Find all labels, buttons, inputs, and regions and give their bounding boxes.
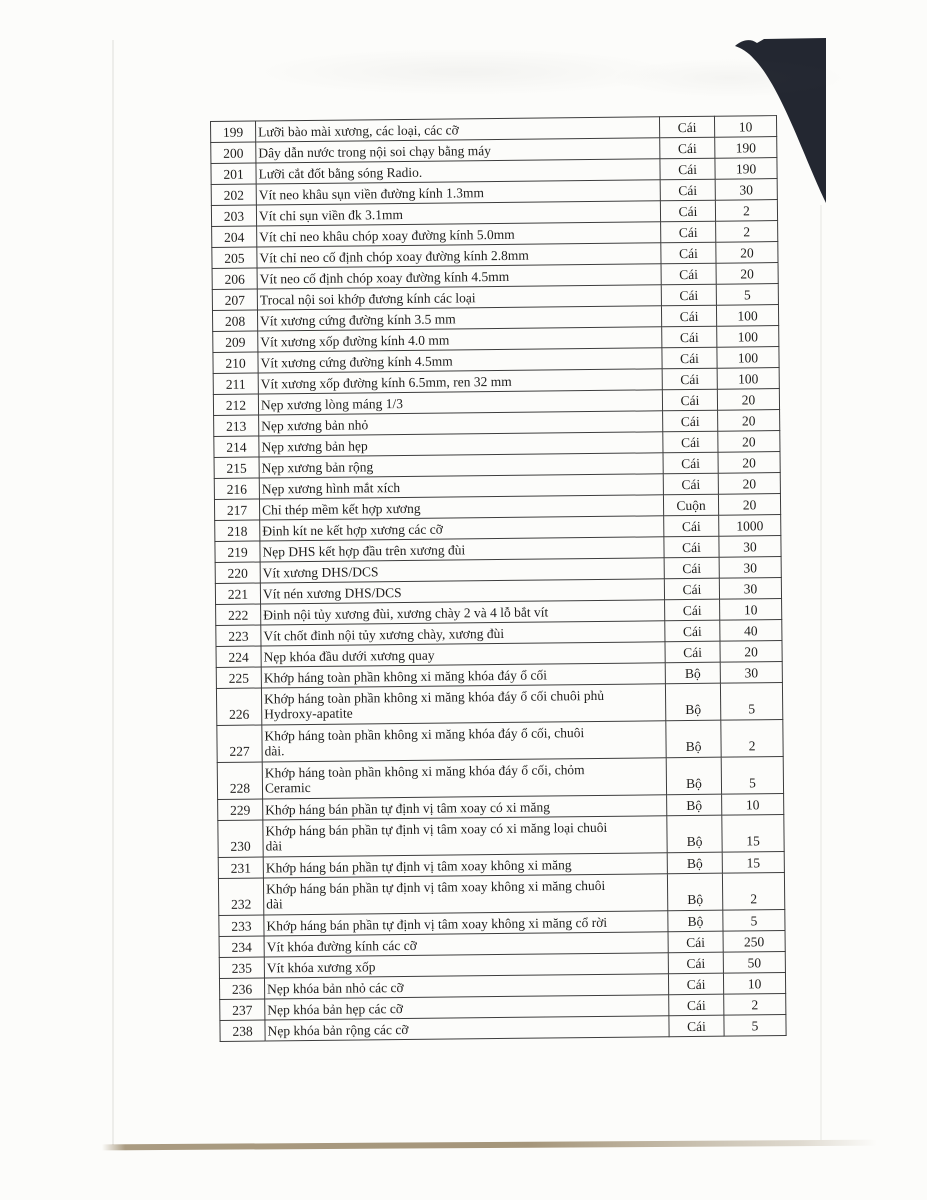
equipment-quantity-table (210, 115, 787, 1042)
row-unit: Bộ (666, 720, 721, 758)
row-unit: Cái (664, 578, 719, 600)
row-item-description: Vít chỉ sụn viền đk 3.1mm (256, 201, 660, 226)
row-unit: Cái (663, 452, 718, 474)
row-stt-number: 224 (216, 646, 261, 667)
row-unit: Cái (669, 994, 724, 1016)
table-row (217, 757, 783, 800)
row-stt-number: 209 (213, 331, 258, 352)
scan-smudge (610, 58, 850, 98)
row-stt-number: 231 (218, 857, 263, 878)
row-unit: Bộ (665, 662, 720, 684)
row-unit: Cái (668, 952, 723, 974)
row-quantity: 5 (723, 910, 785, 932)
row-item-description: Vít chỉ neo cố định chóp xoay đường kính 2.8mm (257, 243, 661, 268)
row-stt-number: 219 (215, 541, 260, 562)
row-item-description: Lưỡi cắt đốt bằng sóng Radio. (256, 159, 660, 184)
row-stt-number: 200 (211, 142, 256, 163)
row-item-description: Khớp háng bán phần tự định vị tâm xoay có xi măng loại chuôi dài (263, 816, 667, 857)
row-stt-number: 235 (219, 957, 264, 978)
row-item-description: Vít xương xốp đường kính 6.5mm, ren 32 mm (258, 369, 662, 394)
row-stt-number: 238 (220, 1020, 265, 1041)
row-quantity: 30 (715, 179, 777, 201)
row-item-description: Trocal nội soi khớp đương kính các loại (257, 285, 661, 310)
row-quantity: 50 (723, 952, 785, 974)
equipment-table-wrap (210, 115, 787, 1042)
row-stt-number: 214 (214, 436, 259, 457)
row-quantity: 40 (720, 620, 782, 642)
row-unit: Cái (661, 221, 716, 243)
row-stt-number: 221 (215, 583, 260, 604)
row-item-description: Nẹp xương bản hẹp (259, 432, 663, 457)
row-unit: Cuộn (663, 494, 718, 516)
row-unit: Cái (660, 158, 715, 180)
row-item-description: Vít khóa đường kính các cỡ (264, 932, 668, 957)
row-quantity: 20 (718, 452, 780, 474)
row-unit: Cái (661, 284, 716, 306)
row-item-description: Nẹp khóa bản hẹp các cỡ (265, 995, 669, 1020)
row-unit: Bộ (665, 683, 720, 721)
row-item-description: Đinh kít ne kết hợp xương các cỡ (260, 516, 664, 541)
paper-bottom-edge (102, 1140, 877, 1151)
row-unit: Cái (661, 305, 716, 327)
row-unit: Bộ (667, 873, 722, 911)
row-stt-number: 201 (211, 163, 256, 184)
row-item-description: Khớp háng bán phần tự định vị tâm xoay có xi măng (263, 795, 667, 820)
row-stt-number: 211 (213, 373, 258, 394)
row-unit: Bộ (666, 757, 721, 795)
row-item-description: Dây dẫn nước trong nội soi chạy bằng máy (256, 138, 660, 163)
row-item-description: Nẹp khóa bản nhỏ các cỡ (264, 974, 668, 999)
row-unit: Cái (664, 536, 719, 558)
row-quantity: 30 (719, 557, 781, 579)
row-item-description: Nẹp DHS kết hợp đầu trên xương đùi (260, 537, 664, 562)
row-item-description: Vít neo cố định chóp xoay đường kính 4.5mm (257, 264, 661, 289)
row-unit: Cái (664, 515, 719, 537)
table-row (218, 815, 784, 858)
row-item-description: Khớp háng bán phần tự định vị tâm xoay không xi măng (263, 853, 667, 878)
row-quantity: 30 (720, 662, 782, 684)
row-quantity: 5 (716, 284, 778, 306)
row-stt-number: 233 (219, 915, 264, 936)
row-unit: Cái (668, 973, 723, 995)
row-quantity: 5 (724, 1015, 786, 1037)
row-stt-number: 218 (215, 520, 260, 541)
row-unit: Bộ (667, 852, 722, 874)
row-unit: Cái (665, 620, 720, 642)
row-item-description: Vít xương DHS/DCS (260, 558, 664, 583)
row-quantity: 100 (717, 368, 779, 390)
row-quantity: 100 (717, 347, 779, 369)
row-unit: Cái (660, 200, 715, 222)
row-item-description: Khớp háng toàn phần không xi măng khóa đáy ổ cối chuôi phủ Hydroxy-apatite (261, 684, 665, 725)
row-stt-number: 227 (217, 725, 262, 762)
row-stt-number: 217 (214, 499, 259, 520)
row-quantity: 10 (714, 116, 776, 138)
row-unit: Cái (662, 368, 717, 390)
row-unit: Cái (661, 242, 716, 264)
row-stt-number: 216 (214, 478, 259, 499)
row-item-description: Vít xương cứng đường kính 3.5 mm (257, 306, 661, 331)
row-item-description: Nẹp xương bản nhỏ (259, 411, 663, 436)
row-stt-number: 229 (218, 799, 263, 820)
row-stt-number: 237 (220, 999, 265, 1020)
row-quantity: 190 (715, 158, 777, 180)
row-stt-number: 210 (213, 352, 258, 373)
table-row (218, 873, 784, 916)
row-quantity: 2 (715, 200, 777, 222)
row-stt-number: 206 (212, 268, 257, 289)
row-unit: Cái (660, 179, 715, 201)
row-stt-number: 236 (219, 978, 264, 999)
row-unit: Cái (663, 410, 718, 432)
row-item-description: Khớp háng bán phần tự định vị tâm xoay không xi măng cổ rời (264, 911, 668, 936)
row-quantity: 190 (715, 137, 777, 159)
row-quantity: 20 (716, 242, 778, 264)
row-item-description: Nẹp khóa đầu dưới xương quay (261, 642, 665, 667)
row-item-description: Khớp háng bán phần tự định vị tâm xoay không xi măng chuôi dài (263, 874, 667, 915)
row-item-description: Chỉ thép mềm kết hợp xương (259, 495, 663, 520)
row-stt-number: 207 (212, 289, 257, 310)
row-quantity: 30 (719, 536, 781, 558)
row-unit: Cái (660, 137, 715, 159)
paper-right-edge (820, 205, 822, 1140)
row-item-description: Vít neo khâu sụn viền đường kính 1.3mm (256, 180, 660, 205)
row-quantity: 15 (722, 815, 784, 853)
row-item-description: Nẹp khóa bản rộng các cỡ (265, 1016, 669, 1041)
row-unit: Bộ (667, 815, 722, 853)
row-quantity: 250 (723, 931, 785, 953)
row-stt-number: 213 (214, 415, 259, 436)
row-item-description: Nẹp xương hình mắt xích (259, 474, 663, 499)
row-stt-number: 215 (214, 457, 259, 478)
row-stt-number: 204 (212, 226, 257, 247)
row-unit: Bộ (668, 910, 723, 932)
row-stt-number: 226 (216, 688, 261, 725)
row-quantity: 5 (721, 757, 783, 795)
row-quantity: 20 (718, 410, 780, 432)
row-quantity: 20 (718, 473, 780, 495)
row-unit: Cái (665, 641, 720, 663)
equipment-table-body (211, 116, 787, 1042)
row-quantity: 20 (716, 263, 778, 285)
row-unit: Cái (662, 389, 717, 411)
row-stt-number: 232 (218, 878, 263, 915)
row-item-description: Đinh nội tủy xương đùi, xương chày 2 và 4 lỗ bắt vít (261, 600, 665, 625)
row-quantity: 2 (721, 720, 783, 758)
row-item-description: Khớp háng toàn phần không xi măng khóa đáy ổ cối, chỏm Ceramic (262, 758, 666, 799)
row-unit: Cái (669, 1015, 724, 1037)
row-item-description: Vít chốt đinh nội tủy xương chày, xương đùi (261, 621, 665, 646)
row-item-description: Vít xương cứng đường kính 4.5mm (258, 348, 662, 373)
row-unit: Cái (665, 599, 720, 621)
row-unit: Cái (662, 347, 717, 369)
row-item-description: Khớp háng toàn phần không xi măng khóa đáy ổ cối (261, 663, 665, 688)
row-item-description: Nẹp xương lòng máng 1/3 (258, 390, 662, 415)
row-stt-number: 230 (218, 820, 263, 857)
row-unit: Cái (659, 116, 714, 138)
row-quantity: 10 (723, 973, 785, 995)
row-quantity: 30 (719, 578, 781, 600)
table-row (216, 683, 782, 726)
row-item-description: Vít khóa xương xốp (264, 953, 668, 978)
row-stt-number: 222 (216, 604, 261, 625)
row-unit: Cái (663, 431, 718, 453)
row-stt-number: 199 (211, 121, 256, 142)
row-stt-number: 208 (212, 310, 257, 331)
row-stt-number: 223 (216, 625, 261, 646)
row-unit: Bộ (667, 794, 722, 816)
row-stt-number: 228 (217, 762, 262, 799)
row-quantity: 10 (722, 794, 784, 816)
table-row (220, 1015, 786, 1042)
row-stt-number: 203 (211, 205, 256, 226)
row-quantity: 10 (720, 599, 782, 621)
row-item-description: Vít nén xương DHS/DCS (260, 579, 664, 604)
row-quantity: 15 (722, 852, 784, 874)
table-row (217, 720, 783, 763)
row-stt-number: 212 (213, 394, 258, 415)
row-stt-number: 234 (219, 936, 264, 957)
row-item-description: Khớp háng toàn phần không xi măng khóa đáy ổ cối, chuôi dài. (262, 721, 666, 762)
row-unit: Cái (661, 263, 716, 285)
row-unit: Cái (662, 326, 717, 348)
row-quantity: 2 (716, 221, 778, 243)
row-item-description: Vít xương xốp đường kính 4.0 mm (258, 327, 662, 352)
row-item-description: Vít chỉ neo khâu chóp xoay đường kính 5.0mm (257, 222, 661, 247)
row-stt-number: 202 (211, 184, 256, 205)
row-stt-number: 220 (215, 562, 260, 583)
row-unit: Cái (664, 557, 719, 579)
row-quantity: 20 (718, 494, 780, 516)
paper-left-edge (112, 40, 114, 1145)
row-quantity: 5 (720, 683, 782, 721)
row-stt-number: 205 (212, 247, 257, 268)
row-stt-number: 225 (216, 667, 261, 688)
row-quantity: 1000 (719, 515, 781, 537)
row-quantity: 100 (717, 326, 779, 348)
row-item-description: Nẹp xương bản rộng (259, 453, 663, 478)
row-unit: Cái (663, 473, 718, 495)
row-unit: Cái (668, 931, 723, 953)
row-quantity: 100 (716, 305, 778, 327)
row-quantity: 2 (724, 994, 786, 1016)
row-quantity: 20 (717, 389, 779, 411)
row-quantity: 20 (718, 431, 780, 453)
row-item-description: Lưỡi bào mài xương, các loại, các cỡ (256, 117, 660, 142)
row-quantity: 20 (720, 641, 782, 663)
row-quantity: 2 (722, 873, 784, 911)
